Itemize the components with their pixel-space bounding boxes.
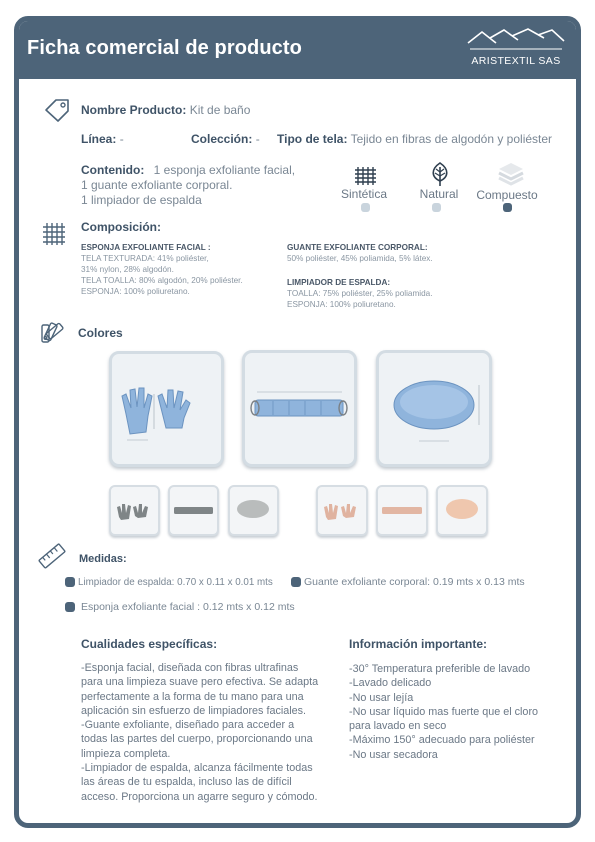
- composition-back-cleaner: [287, 277, 487, 310]
- collection-value: -: [255, 132, 260, 146]
- composition-facial-sponge: [81, 242, 281, 297]
- bullet-square-icon: [65, 602, 75, 612]
- content-label: Contenido:: [81, 163, 145, 177]
- back-cleaner-pink-photo: [378, 487, 426, 534]
- facial-sponge-grey-photo: [230, 487, 277, 534]
- fabric-type-natural-indicator: [432, 203, 441, 212]
- important-list: [349, 662, 569, 762]
- glove-grey-thumbnail[interactable]: [109, 485, 160, 536]
- qualities-line: las áreas de tu espalda, incluso las de difícil: [81, 776, 292, 789]
- fabric-label: Tipo de tela:: [277, 132, 348, 146]
- color-swatches-icon: [39, 319, 65, 345]
- qualities-line: perfectamente a la forma de tu mano para una: [81, 690, 304, 703]
- composition-heading: ESPONJA EXFOLIANTE FACIAL :: [81, 243, 211, 252]
- back-cleaner-photo: [245, 353, 354, 464]
- qualities-line: -Limpiador de espalda, alcanza fácilmente todas: [81, 762, 313, 775]
- important-line: para lavado en seco: [349, 720, 447, 733]
- content-line: 1 esponja exfoliante facial,: [153, 163, 296, 177]
- line-value: -: [119, 132, 124, 146]
- facial-sponge-grey-thumbnail[interactable]: [228, 485, 279, 536]
- product-name-value: Kit de baño: [189, 103, 251, 117]
- fabric-type-composite-indicator: [503, 203, 512, 212]
- glove-pink-thumbnail[interactable]: [316, 485, 368, 536]
- qualities-line: todas las partes del cuerpo, proporcionando una: [81, 733, 313, 746]
- leaf-icon: [427, 161, 453, 187]
- product-sheet: [14, 16, 581, 828]
- measure-item: [65, 601, 295, 613]
- product-name-label: Nombre Producto:: [81, 103, 187, 117]
- qualities-line: para una limpieza suave pero efectiva. Se adapta: [81, 676, 319, 689]
- ruler-icon: [37, 541, 67, 571]
- header-bar: [19, 21, 576, 79]
- glove-grey-photo: [111, 487, 158, 534]
- glove-image-card: [109, 351, 224, 467]
- bullet-square-icon: [65, 577, 75, 587]
- back-cleaner-grey-thumbnail[interactable]: [168, 485, 219, 536]
- facial-sponge-pink-photo: [438, 487, 486, 534]
- tag-icon: [43, 97, 71, 123]
- collection-label: Colección:: [191, 132, 253, 146]
- fabric-type-composite-label: Compuesto: [476, 188, 538, 202]
- composition-line: 50% poliéster, 45% poliamida, 5% látex.: [287, 254, 433, 263]
- line-row: [81, 132, 124, 146]
- qualities-line: acceso. Proporciona un agarre seguro y cómodo.: [81, 790, 318, 803]
- page-title: Ficha comercial de producto: [27, 37, 302, 59]
- composition-body-glove: [287, 242, 487, 264]
- fabric-value: Tejido en fibras de algodón y poliéster: [350, 132, 553, 146]
- composition-title: Composición:: [81, 220, 161, 234]
- fabric-row: [277, 132, 552, 146]
- important-title: Información importante:: [349, 637, 488, 651]
- qualities-line: aplicación sin esfuerzo de limpiadores faciales.: [81, 704, 307, 717]
- content-line: 1 guante exfoliante corporal.: [81, 178, 233, 192]
- glove-photo: [112, 354, 221, 464]
- product-name-row: [81, 103, 250, 117]
- content-block: [81, 163, 295, 208]
- measure-item: [291, 576, 525, 588]
- composition-line: TELA TEXTURADA: 41% poliéster,: [81, 254, 209, 263]
- measure-text: Esponja exfoliante facial : 0.12 mts x 0.12 mts: [81, 601, 295, 613]
- composition-line: ESPONJA: 100% poliuretano.: [81, 287, 190, 296]
- house-roofs-icon: [466, 27, 566, 57]
- measure-item: [65, 576, 273, 588]
- composition-heading: GUANTE EXFOLIANTE CORPORAL:: [287, 243, 428, 252]
- layers-icon: [497, 161, 525, 187]
- fabric-type-synthetic-label: Sintética: [340, 187, 388, 201]
- back-cleaner-grey-photo: [170, 487, 217, 534]
- colors-title: Colores: [78, 326, 123, 340]
- important-line: -No usar lejía: [349, 691, 414, 704]
- composition-line: TELA TOALLA: 80% algodón, 20% poliéster.: [81, 276, 243, 285]
- qualities-line: -Guante exfoliante, diseñado para acceder a: [81, 719, 295, 732]
- brand-name: ARISTEXTIL SAS: [471, 55, 561, 67]
- important-line: -Máximo 150° adecuado para poliéster: [349, 734, 535, 747]
- content-line: 1 limpiador de espalda: [81, 193, 202, 207]
- qualities-line: limpieza completa.: [81, 747, 171, 760]
- fabric-type-natural-label: Natural: [419, 187, 459, 201]
- composition-line: ESPONJA: 100% poliuretano.: [287, 300, 396, 309]
- measure-text: Limpiador de espalda: 0.70 x 0.11 x 0.01 mts: [78, 577, 273, 588]
- composition-line: 31% nylon, 28% algodón.: [81, 265, 174, 274]
- important-line: -No usar secadora: [349, 748, 438, 761]
- brand-logo: [466, 27, 566, 71]
- measure-text: Guante exfoliante corporal: 0.19 mts x 0.13 mts: [304, 576, 525, 588]
- composition-line: TOALLA: 75% poliéster, 25% poliamida.: [287, 289, 433, 298]
- qualities-list: [81, 661, 351, 804]
- line-label: Línea:: [81, 132, 117, 146]
- bullet-square-icon: [291, 577, 301, 587]
- qualities-line: -Esponja facial, diseñada con fibras ultrafinas: [81, 662, 299, 674]
- measures-title: Medidas:: [79, 553, 127, 565]
- facial-sponge-photo: [379, 353, 489, 464]
- glove-pink-photo: [318, 487, 366, 534]
- back-cleaner-image-card: [242, 350, 357, 467]
- facial-sponge-pink-thumbnail[interactable]: [436, 485, 488, 536]
- qualities-title: Cualidades específicas:: [81, 637, 218, 651]
- important-line: -No usar líquido mas fuerte que el cloro: [349, 705, 539, 718]
- fabric-weave-icon: [41, 221, 67, 247]
- composition-heading: LIMPIADOR DE ESPALDA:: [287, 278, 391, 287]
- back-cleaner-pink-thumbnail[interactable]: [376, 485, 428, 536]
- grid-icon: [353, 165, 379, 187]
- collection-row: [191, 132, 260, 146]
- important-line: -Lavado delicado: [349, 677, 432, 690]
- fabric-type-synthetic-indicator: [361, 203, 370, 212]
- facial-sponge-image-card: [376, 350, 492, 467]
- important-line: -30° Temperatura preferible de lavado: [349, 663, 531, 675]
